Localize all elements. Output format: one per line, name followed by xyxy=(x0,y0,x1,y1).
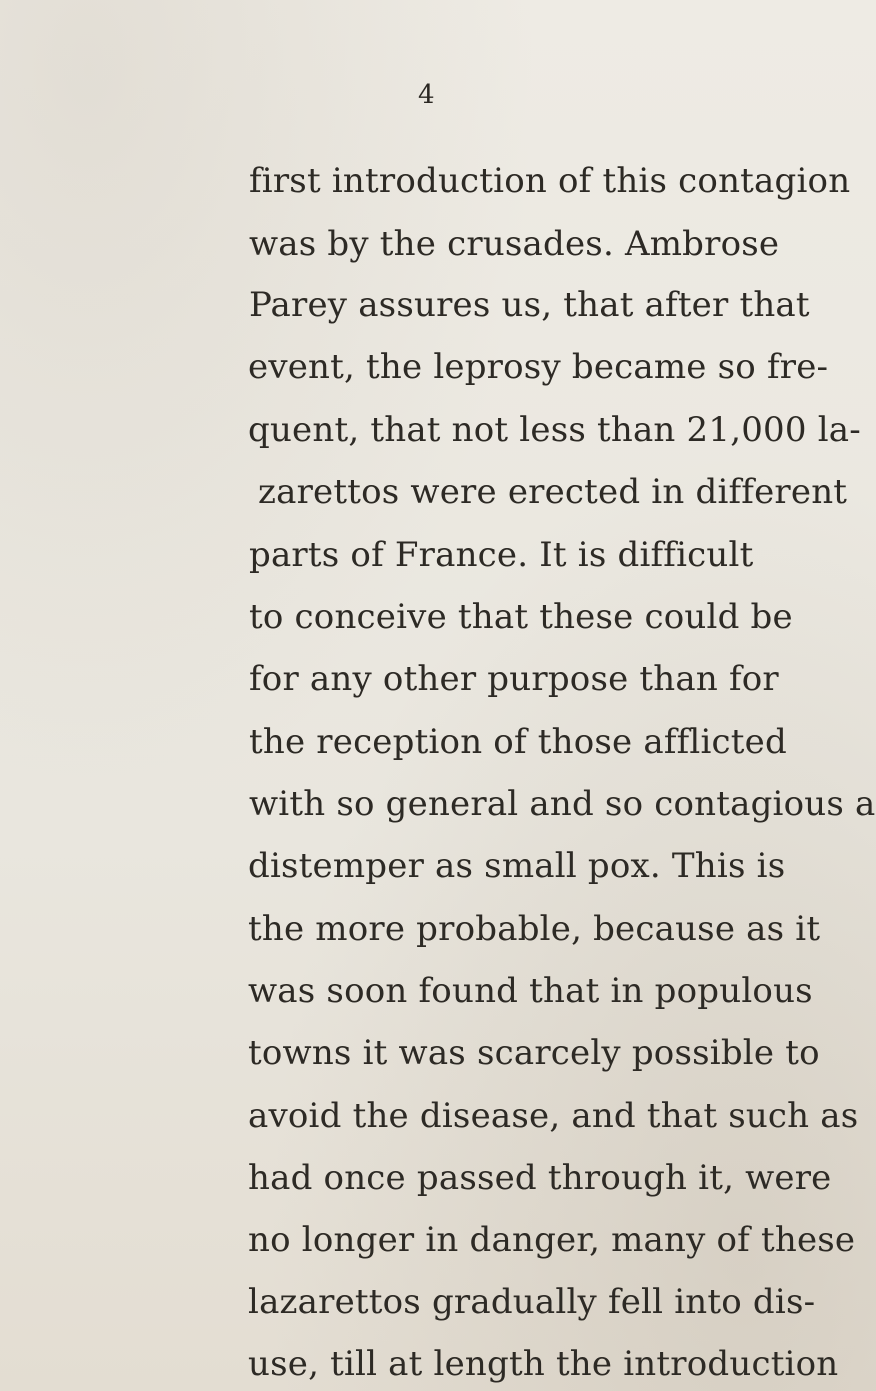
text-line: the more probable, because as it xyxy=(248,909,821,949)
text-line: with so general and so contagious a xyxy=(249,784,876,824)
text-line: Parey assures us, that after that xyxy=(249,285,810,325)
page-number: 4 xyxy=(418,80,435,110)
text-line: lazarettos gradually fell into dis- xyxy=(248,1282,816,1322)
text-line: was by the crusades. Ambrose xyxy=(249,224,780,264)
text-line: zarettos were erected in different xyxy=(258,472,848,512)
text-line: first introduction of this contagion xyxy=(249,161,851,201)
text-line: for any other purpose than for xyxy=(249,659,779,699)
text-line: had once passed through it, were xyxy=(248,1158,832,1198)
text-line: parts of France. It is difficult xyxy=(249,535,754,575)
text-line: towns it was scarcely possible to xyxy=(248,1033,820,1073)
text-line: use, till at length the introduction xyxy=(248,1344,839,1384)
text-line: to conceive that these could be xyxy=(249,597,793,637)
text-line: avoid the disease, and that such as xyxy=(248,1096,859,1136)
text-line: no longer in danger, many of these xyxy=(248,1220,856,1260)
text-line: was soon found that in populous xyxy=(248,971,813,1011)
text-line: distemper as small pox. This is xyxy=(248,846,786,886)
text-line: quent, that not less than 21,000 la- xyxy=(248,410,861,450)
text-line: the reception of those afflicted xyxy=(249,722,787,762)
text-line: event, the leprosy became so fre- xyxy=(248,347,829,387)
